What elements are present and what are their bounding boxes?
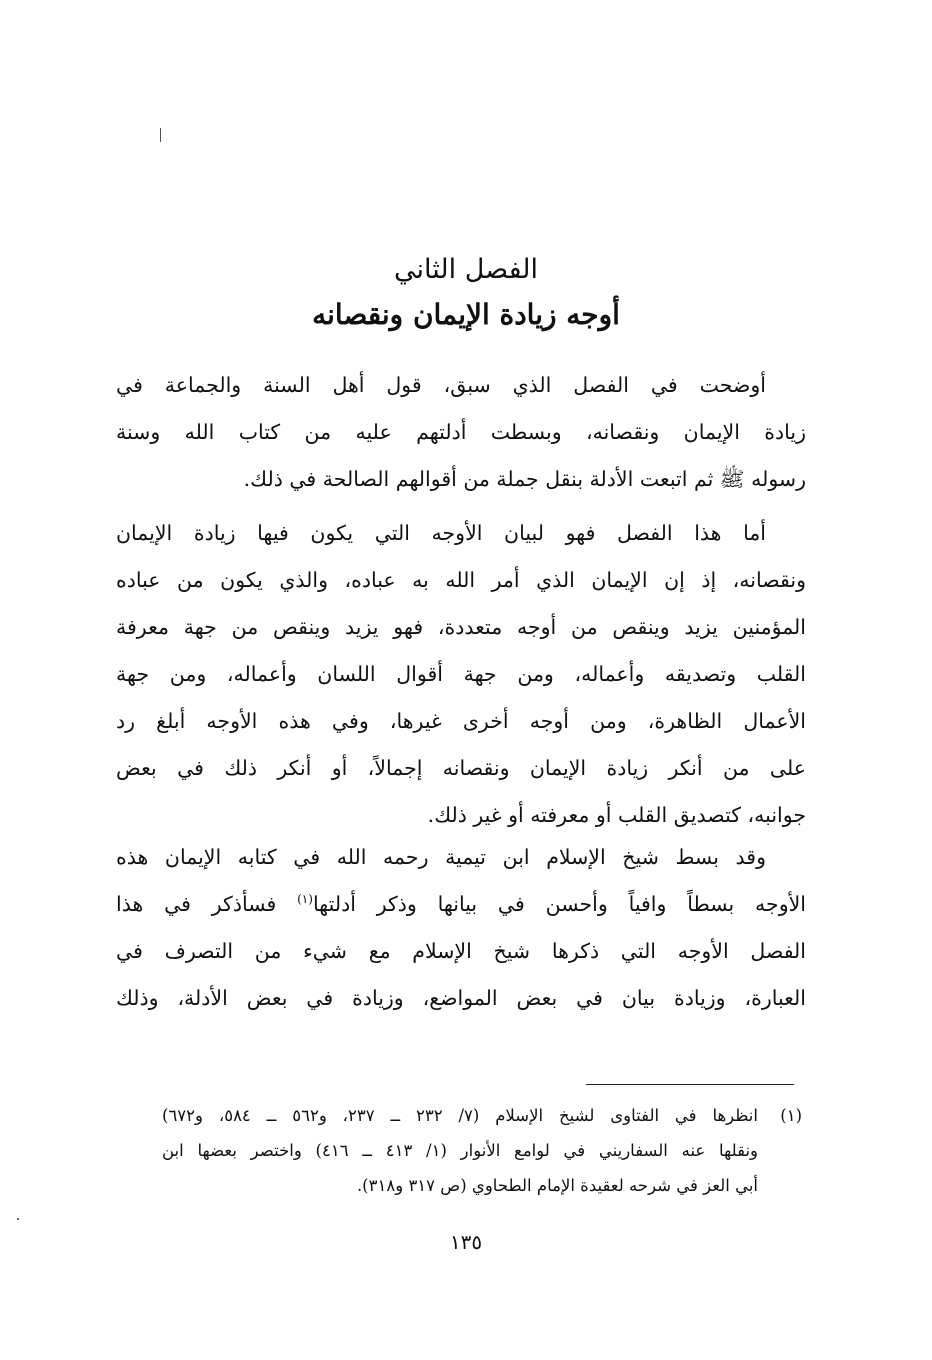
text-line: رسوله ﷺ ثم اتبعت الأدلة بنقل جملة من أقوالهم الصالحة في ذلك. (243, 467, 806, 491)
scan-speck (17, 1218, 19, 1220)
text-line: الفصل الأوجه التي ذكرها شيخ الإسلام مع شيء من التصرف في (116, 939, 806, 963)
paragraph-1 (116, 362, 806, 503)
paragraph-2 (116, 510, 806, 839)
text-line-with-footnote (116, 881, 806, 928)
text-line: زيادة الإيمان ونقصانه، وبسطت أدلتهم عليه من كتاب الله وسنة (116, 420, 806, 444)
footnote-text: انظرها في الفتاوى لشيخ الإسلام (٧/ ٢٣٢ ــ ٢٣٧، و٥٦٢ ــ ٥٨٤، و٦٧٢) (162, 1106, 758, 1125)
chapter-subtitle: أوجه زيادة الإيمان ونقصانه (312, 298, 620, 331)
footnote-line: أبي العز في شرحه لعقيدة الإمام الطحاوي (ص ٣١٧ و٣١٨). (356, 1176, 758, 1195)
chapter-title: الفصل الثاني (394, 254, 538, 285)
footnote-block (162, 1098, 802, 1203)
text-line: وقد بسط شيخ الإسلام ابن تيمية رحمه الله في كتابه الإيمان هذه (116, 845, 766, 869)
footnote-line (162, 1098, 802, 1133)
paragraph-3 (116, 834, 806, 1022)
footnote-reference[interactable]: (١) (297, 892, 313, 907)
text-line: المؤمنين يزيد وينقص من أوجه متعددة، فهو يزيد وينقص من جهة معرفة (116, 615, 806, 639)
text-line: الأعمال الظاهرة، ومن أوجه أخرى غيرها، وفي هذه الأوجه أبلغ رد (116, 709, 806, 733)
footnote-number: (١) (780, 1106, 802, 1125)
page-number: ١٣٥ (449, 1230, 483, 1254)
footnote-divider (586, 1084, 794, 1085)
text-line: على من أنكر زيادة الإيمان ونقصانه إجمالاً، أو أنكر ذلك في بعض (116, 756, 806, 780)
footnote-line: ونقلها عنه السفاريني في لوامع الأنوار (١/ ٤١٣ ــ ٤١٦) واختصر بعضها ابن (162, 1141, 759, 1160)
text-line: العبارة، وزيادة بيان في بعض المواضع، وزيادة في بعض الأدلة، وذلك (116, 986, 806, 1010)
text-line: أما هذا الفصل فهو لبيان الأوجه التي يكون فيها زيادة الإيمان (116, 521, 766, 545)
text-line: أوضحت في الفصل الذي سبق، قول أهل السنة والجماعة في (116, 373, 766, 397)
text-segment: فسأذكر في هذا (116, 892, 277, 916)
text-line: ونقصانه، إذ إن الإيمان الذي أمر الله به عباده، والذي يكون من عباده (116, 568, 806, 592)
text-line: جوانبه، كتصديق القلب أو معرفته أو غير ذلك. (427, 803, 806, 827)
text-line: القلب وتصديقه وأعماله، ومن جهة أقوال اللسان وأعماله، ومن جهة (116, 662, 806, 686)
scan-mark (160, 128, 161, 142)
text-segment: الأوجه بسطاً وافياً وأحسن في بيانها وذكر أدلتها (312, 892, 806, 916)
